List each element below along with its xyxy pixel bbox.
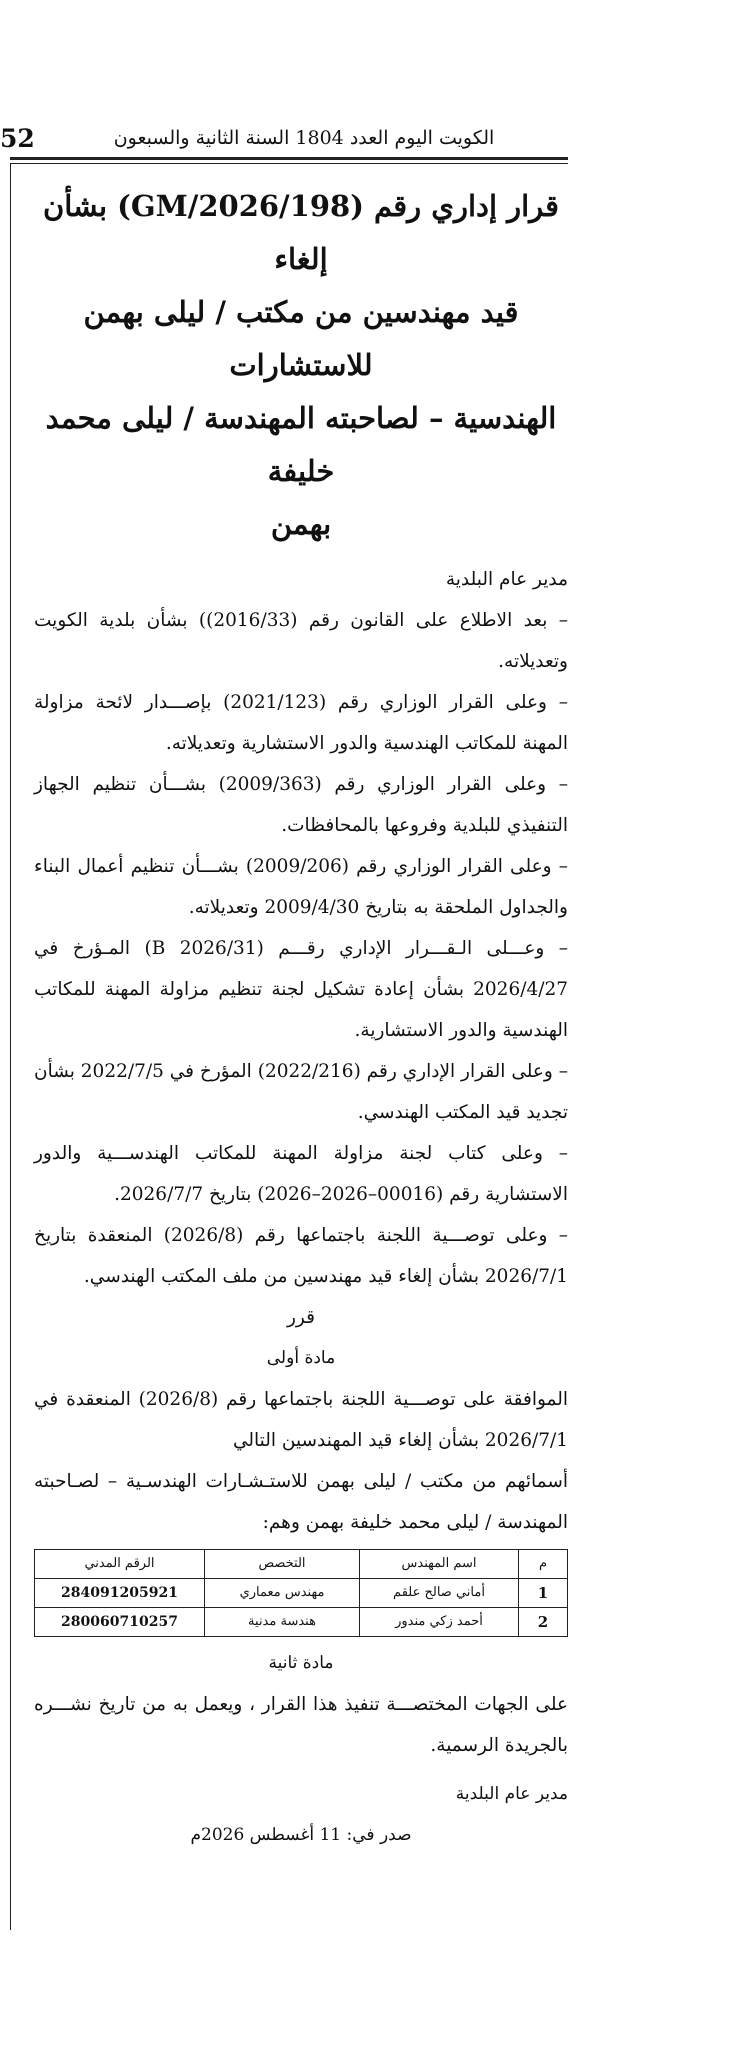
cell-name: أحمد زكي مندور: [360, 1608, 519, 1637]
preamble-item: – وعلى توصـــية اللجنة باجتماعها رقم (2026/8) المنعقدة بتاريخ 2026/7/1 بشأن إلغاء قيد مهندسين من ملف المكتب الهندسي.: [34, 1225, 568, 1287]
cell-index: 2: [519, 1608, 568, 1637]
col-header-index: م: [519, 1550, 568, 1579]
header-rule-thick: [10, 157, 568, 160]
signature: مدير عام البلدية: [455, 1784, 568, 1804]
preamble-item: – وعلى القرار الوزاري رقم (2021/123) بإصـــدار لائحة مزاولة المهنة للمكاتب الهندسية والدور الاستشارية وتعديلاته.: [34, 692, 568, 754]
preamble-item: – وعلى القرار الوزاري رقم (2009/363) بشـــأن تنظيم الجهاز التنفيذي للبلدية وفروعها بالمحافظات.: [34, 774, 568, 836]
col-header-civil-id: الرقم المدني: [35, 1550, 205, 1579]
decided-heading: قرر: [287, 1307, 315, 1328]
title-line-4: بهمن: [270, 507, 332, 541]
cell-civil-id: 284091205921: [35, 1579, 205, 1608]
article-1-heading: مادة أولى: [266, 1348, 336, 1368]
header-rule-thin: [10, 163, 568, 164]
table-row: [35, 1579, 568, 1608]
article-1-text-cont: أسمائهم من مكتب / ليلى بهمن للاستـشـارات الهندسـية – لصـاحبته المهندسة / ليلى محمد خليفة بهمن وهم:: [34, 1471, 568, 1533]
engineers-table: [34, 1549, 568, 1637]
decision-title: [34, 180, 568, 551]
cell-civil-id: 280060710257: [35, 1608, 205, 1637]
preamble-item: – وعلى كتاب لجنة مزاولة المهنة للمكاتب الهندســـية والدور الاستشارية رقم (00016–2026–2026) بتاريخ 2026/7/7.: [34, 1143, 568, 1205]
running-header: الكويت اليوم العدد 1804 السنة الثانية والسبعون: [113, 127, 495, 149]
title-line-3: الهندسية – لصاحبته المهندسة / ليلى محمد خليفة: [45, 401, 557, 488]
col-header-specialty: التخصص: [205, 1550, 360, 1579]
preamble-item: – بعد الاطلاع على القانون رقم (2016/33)) بشأن بلدية الكويت وتعديلاته.: [34, 610, 568, 672]
cell-index: 1: [519, 1579, 568, 1608]
preamble-item: – وعلى القرار الإداري رقم (2022/216) المؤرخ في 2022/7/5 بشأن تجديد قيد المكتب الهندسي.: [34, 1061, 568, 1123]
article-2-text: على الجهات المختصـــة تنفيذ هذا القرار ، ويعمل به من تاريخ نشـــره بالجريدة الرسمية.: [34, 1694, 568, 1756]
page-number: 52: [0, 124, 35, 153]
cell-specialty: هندسة مدنية: [205, 1608, 360, 1637]
decision-body: [34, 180, 568, 1856]
preamble-item: – وعلى القرار الوزاري رقم (2009/206) بشـــأن تنظيم أعمال البناء والجداول الملحقة به بتاريخ 2009/4/30 وتعديلاته.: [34, 856, 569, 918]
cell-specialty: مهندس معماري: [205, 1579, 360, 1608]
cell-name: أماني صالح علقم: [360, 1579, 519, 1608]
issuer-top: مدير عام البلدية: [445, 569, 568, 590]
issue-date: صدر في: 11 أغسطس 2026م: [190, 1825, 412, 1845]
article-2-heading: مادة ثانية: [268, 1653, 334, 1673]
article-1-text: الموافقة على توصـــية اللجنة باجتماعها رقم (2026/8) المنعقدة في 2026/7/1 بشأن إلغاء قيد المهندسين التالي: [34, 1389, 569, 1451]
col-header-name: اسم المهندس: [360, 1550, 519, 1579]
preamble-item: – وعـــلى الـقـــرار الإداري رقـــم (B 2026/31) المـؤرخ في 2026/4/27 بشأن إعادة تشكيل لجنة تنظيم مزاولة المهنة للمكاتب الهندسية والدور الاستشارية.: [34, 938, 568, 1041]
table-header-row: [35, 1550, 568, 1579]
table-row: [35, 1608, 568, 1637]
column-divider: [10, 164, 11, 1930]
title-line-2: قيد مهندسين من مكتب / ليلى بهمن للاستشارات: [83, 295, 519, 382]
title-line-1: قرار إداري رقم (GM/2026/198) بشأن إلغاء: [42, 189, 560, 276]
